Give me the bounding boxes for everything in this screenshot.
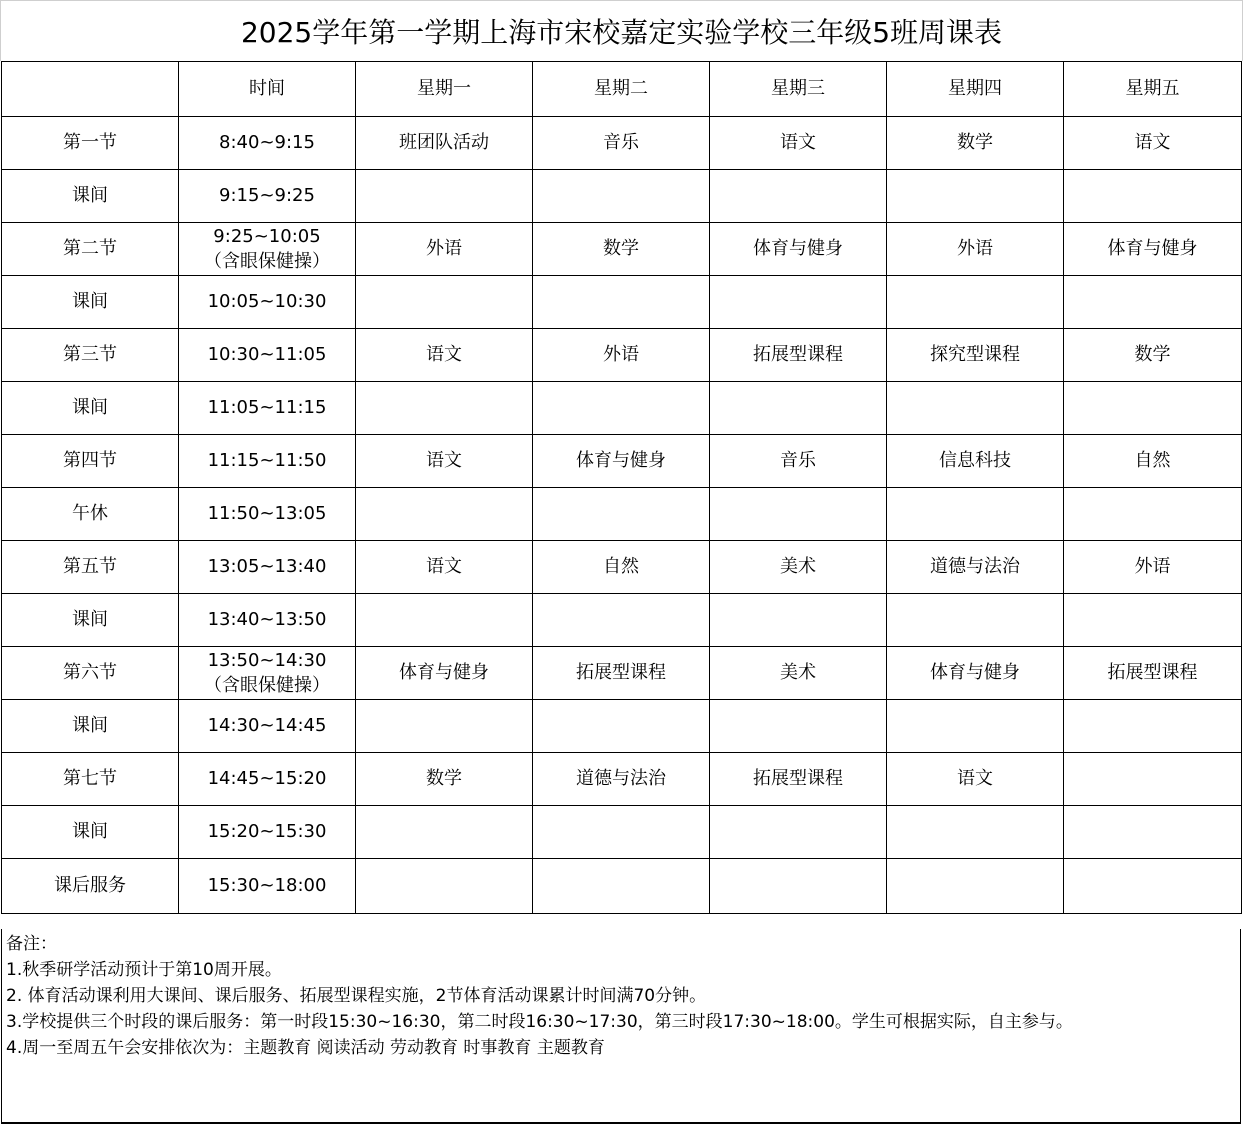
table-row <box>2 488 1242 541</box>
time-cell[interactable] <box>179 276 356 329</box>
class-cell-tuesday[interactable] <box>533 170 710 223</box>
time-range: 15:30~18:00 <box>207 875 327 896</box>
class-cell-wednesday[interactable]: 语文 <box>710 117 887 170</box>
class-cell-friday[interactable] <box>1064 806 1242 859</box>
class-cell-friday[interactable]: 自然 <box>1064 435 1242 488</box>
class-cell-wednesday[interactable] <box>710 806 887 859</box>
class-cell-monday[interactable]: 班团队活动 <box>356 117 533 170</box>
time-range: 13:50~14:30 <box>207 650 327 671</box>
class-cell-friday[interactable]: 外语 <box>1064 541 1242 594</box>
header-cell-time[interactable]: 时间 <box>179 62 356 117</box>
class-cell-thursday[interactable]: 外语 <box>887 223 1064 276</box>
class-cell-wednesday[interactable]: 拓展型课程 <box>710 329 887 382</box>
period-cell[interactable]: 第二节 <box>2 223 179 276</box>
time-cell[interactable] <box>179 435 356 488</box>
class-cell-wednesday[interactable] <box>710 382 887 435</box>
class-cell-tuesday[interactable] <box>533 594 710 647</box>
class-cell-monday[interactable] <box>356 276 533 329</box>
table-row <box>2 276 1242 329</box>
time-note: （含眼保健操） <box>204 251 330 272</box>
note-line-3: 3.学校提供三个时段的课后服务：第一时段15:30~16:30，第二时段16:30~17:30，第三时段17:30~18:00。学生可根据实际，自主参与。 <box>6 1012 1073 1032</box>
header-cell-corner[interactable] <box>2 62 179 117</box>
time-note: （含眼保健操） <box>204 675 330 696</box>
class-cell-wednesday[interactable]: 拓展型课程 <box>710 753 887 806</box>
class-cell-thursday[interactable]: 道德与法治 <box>887 541 1064 594</box>
table-row <box>2 223 1242 276</box>
time-cell[interactable] <box>179 647 356 700</box>
class-cell-wednesday[interactable] <box>710 170 887 223</box>
time-cell[interactable] <box>179 859 356 914</box>
header-row <box>2 62 1242 117</box>
class-cell-thursday[interactable] <box>887 276 1064 329</box>
table-row <box>2 170 1242 223</box>
class-cell-thursday[interactable] <box>887 170 1064 223</box>
time-cell[interactable] <box>179 223 356 276</box>
class-cell-friday[interactable] <box>1064 382 1242 435</box>
time-range: 10:05~10:30 <box>207 291 327 312</box>
class-cell-friday[interactable] <box>1064 859 1242 914</box>
class-cell-tuesday[interactable]: 外语 <box>533 329 710 382</box>
header-cell-friday[interactable]: 星期五 <box>1064 62 1242 117</box>
table-row <box>2 753 1242 806</box>
period-cell[interactable]: 第四节 <box>2 435 179 488</box>
class-cell-tuesday[interactable]: 拓展型课程 <box>533 647 710 700</box>
note-line-2: 2. 体育活动课利用大课间、课后服务、拓展型课程实施，2节体育活动课累计时间满70分钟。 <box>6 986 707 1006</box>
time-cell[interactable] <box>179 117 356 170</box>
class-cell-monday[interactable] <box>356 170 533 223</box>
table-row <box>2 806 1242 859</box>
class-cell-tuesday[interactable] <box>533 382 710 435</box>
time-range: 14:45~15:20 <box>207 768 327 789</box>
time-cell[interactable] <box>179 700 356 753</box>
class-cell-thursday[interactable]: 探究型课程 <box>887 329 1064 382</box>
class-cell-tuesday[interactable] <box>533 806 710 859</box>
period-cell[interactable]: 课间 <box>2 170 179 223</box>
table-row <box>2 700 1242 753</box>
class-cell-monday[interactable]: 体育与健身 <box>356 647 533 700</box>
class-cell-monday[interactable]: 外语 <box>356 223 533 276</box>
class-cell-monday[interactable]: 数学 <box>356 753 533 806</box>
class-cell-friday[interactable]: 数学 <box>1064 329 1242 382</box>
table-row <box>2 541 1242 594</box>
time-range: 14:30~14:45 <box>207 715 327 736</box>
class-cell-thursday[interactable] <box>887 594 1064 647</box>
class-cell-thursday[interactable]: 数学 <box>887 117 1064 170</box>
time-cell[interactable] <box>179 806 356 859</box>
notes-heading: 备注： <box>6 934 57 954</box>
class-cell-thursday[interactable]: 信息科技 <box>887 435 1064 488</box>
time-cell[interactable] <box>179 541 356 594</box>
class-cell-monday[interactable] <box>356 700 533 753</box>
period-cell[interactable]: 课间 <box>2 276 179 329</box>
period-cell[interactable]: 课间 <box>2 594 179 647</box>
class-cell-monday[interactable] <box>356 806 533 859</box>
class-cell-tuesday[interactable]: 音乐 <box>533 117 710 170</box>
period-cell[interactable]: 课间 <box>2 382 179 435</box>
class-cell-friday[interactable] <box>1064 594 1242 647</box>
class-cell-friday[interactable] <box>1064 488 1242 541</box>
time-range: 13:05~13:40 <box>207 556 327 577</box>
table-row <box>2 859 1242 914</box>
class-cell-friday[interactable] <box>1064 700 1242 753</box>
period-cell[interactable]: 第六节 <box>2 647 179 700</box>
class-cell-wednesday[interactable] <box>710 488 887 541</box>
class-cell-wednesday[interactable]: 音乐 <box>710 435 887 488</box>
period-cell[interactable]: 课间 <box>2 806 179 859</box>
class-cell-wednesday[interactable]: 体育与健身 <box>710 223 887 276</box>
class-cell-thursday[interactable]: 语文 <box>887 753 1064 806</box>
period-cell[interactable]: 第一节 <box>2 117 179 170</box>
period-cell[interactable]: 课后服务 <box>2 859 179 914</box>
table-row <box>2 117 1242 170</box>
period-cell[interactable]: 第五节 <box>2 541 179 594</box>
class-cell-monday[interactable] <box>356 594 533 647</box>
class-cell-wednesday[interactable]: 美术 <box>710 647 887 700</box>
time-range: 15:20~15:30 <box>207 821 327 842</box>
period-cell[interactable]: 午休 <box>2 488 179 541</box>
time-range: 9:25~10:05 <box>213 226 321 247</box>
class-cell-monday[interactable] <box>356 859 533 914</box>
time-range: 8:40~9:15 <box>219 132 315 153</box>
class-cell-thursday[interactable] <box>887 488 1064 541</box>
time-cell[interactable] <box>179 382 356 435</box>
note-line-4: 4.周一至周五午会安排依次为：主题教育 阅读活动 劳动教育 时事教育 主题教育 <box>6 1038 605 1058</box>
class-cell-monday[interactable]: 语文 <box>356 329 533 382</box>
class-cell-tuesday[interactable]: 体育与健身 <box>533 435 710 488</box>
table-row <box>2 594 1242 647</box>
class-cell-thursday[interactable]: 体育与健身 <box>887 647 1064 700</box>
class-cell-wednesday[interactable]: 美术 <box>710 541 887 594</box>
table-row <box>2 382 1242 435</box>
time-range: 10:30~11:05 <box>207 344 327 365</box>
class-cell-friday[interactable]: 拓展型课程 <box>1064 647 1242 700</box>
time-range: 11:15~11:50 <box>207 450 327 471</box>
time-cell[interactable] <box>179 488 356 541</box>
class-cell-wednesday[interactable] <box>710 594 887 647</box>
time-range: 11:05~11:15 <box>207 397 327 418</box>
notes-section <box>1 929 1241 1124</box>
period-cell[interactable]: 第七节 <box>2 753 179 806</box>
class-cell-friday[interactable] <box>1064 753 1242 806</box>
class-cell-thursday[interactable] <box>887 806 1064 859</box>
class-cell-thursday[interactable] <box>887 700 1064 753</box>
class-cell-tuesday[interactable] <box>533 700 710 753</box>
time-cell[interactable] <box>179 594 356 647</box>
class-cell-tuesday[interactable]: 数学 <box>533 223 710 276</box>
class-cell-tuesday[interactable] <box>533 276 710 329</box>
class-cell-wednesday[interactable] <box>710 700 887 753</box>
header-cell-wednesday[interactable]: 星期三 <box>710 62 887 117</box>
class-cell-wednesday[interactable] <box>710 859 887 914</box>
class-cell-tuesday[interactable] <box>533 859 710 914</box>
time-range: 13:40~13:50 <box>207 609 327 630</box>
class-cell-monday[interactable]: 语文 <box>356 541 533 594</box>
header-cell-monday[interactable]: 星期一 <box>356 62 533 117</box>
table-row <box>2 329 1242 382</box>
page-title: 2025学年第一学期上海市宋校嘉定实验学校三年级5班周课表 <box>0 0 1243 61</box>
timetable <box>1 61 1242 914</box>
period-cell[interactable]: 第三节 <box>2 329 179 382</box>
class-cell-monday[interactable]: 语文 <box>356 435 533 488</box>
class-cell-monday[interactable] <box>356 488 533 541</box>
class-cell-friday[interactable]: 语文 <box>1064 117 1242 170</box>
class-cell-wednesday[interactable] <box>710 276 887 329</box>
note-line-1: 1.秋季研学活动预计于第10周开展。 <box>6 960 282 980</box>
time-range: 11:50~13:05 <box>207 503 327 524</box>
period-cell[interactable]: 课间 <box>2 700 179 753</box>
class-cell-tuesday[interactable]: 自然 <box>533 541 710 594</box>
header-cell-tuesday[interactable]: 星期二 <box>533 62 710 117</box>
table-row <box>2 435 1242 488</box>
class-cell-thursday[interactable] <box>887 382 1064 435</box>
class-cell-friday[interactable] <box>1064 170 1242 223</box>
time-cell[interactable] <box>179 329 356 382</box>
time-cell[interactable] <box>179 753 356 806</box>
class-cell-thursday[interactable] <box>887 859 1064 914</box>
class-cell-tuesday[interactable] <box>533 488 710 541</box>
header-cell-thursday[interactable]: 星期四 <box>887 62 1064 117</box>
class-cell-friday[interactable]: 体育与健身 <box>1064 223 1242 276</box>
time-range: 9:15~9:25 <box>219 185 315 206</box>
time-cell[interactable] <box>179 170 356 223</box>
class-cell-friday[interactable] <box>1064 276 1242 329</box>
class-cell-monday[interactable] <box>356 382 533 435</box>
table-row <box>2 647 1242 700</box>
class-cell-tuesday[interactable]: 道德与法治 <box>533 753 710 806</box>
